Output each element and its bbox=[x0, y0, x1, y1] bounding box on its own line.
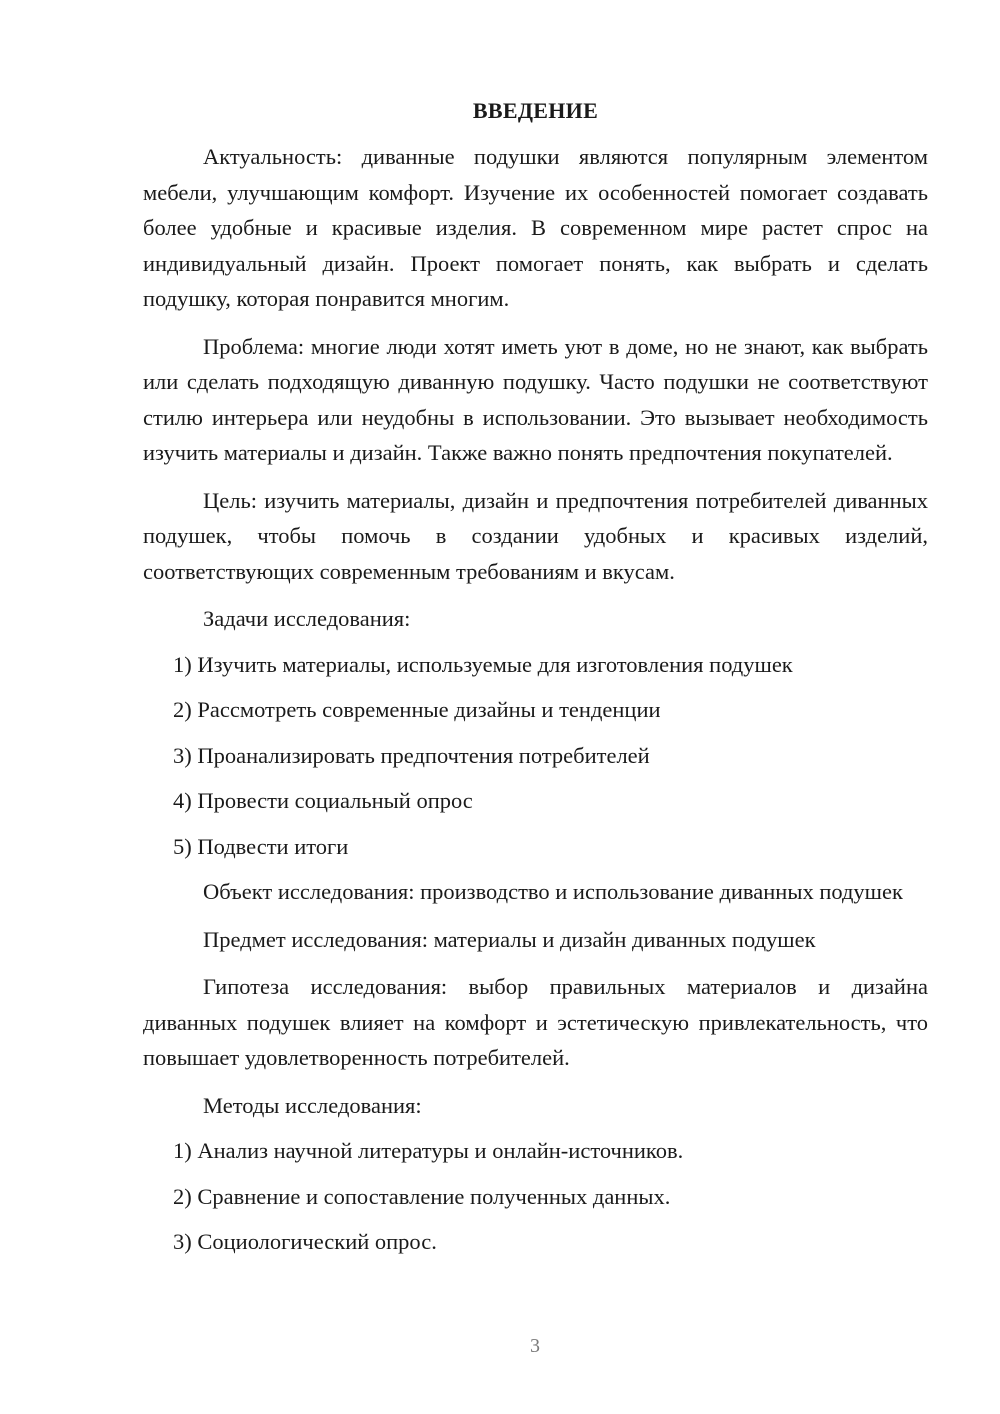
paragraph-subject: Предмет исследования: материалы и дизайн диванных подушек bbox=[203, 926, 816, 952]
methods-list bbox=[143, 1133, 928, 1260]
page-number: 3 bbox=[530, 1335, 540, 1357]
page-title: ВВЕДЕНИЕ bbox=[472, 98, 599, 123]
list-item: 3) Социологический опрос. bbox=[173, 1229, 437, 1254]
paragraph-hypothesis: Гипотеза исследования: выбор правильных материалов и дизайна диванных подушек влияет на комфорт и эстетическую привлекательность, что повышает удовлетворенность потребителей. bbox=[143, 974, 928, 1070]
tasks-heading: Задачи исследования: bbox=[203, 606, 411, 631]
paragraph-relevance: Актуальность: диванные подушки являются популярным элементом мебели, улучшающим комфорт. Изучение их особенностей помогает создавать более удобные и красивые изделия. В современном мире растет спрос на индивидуальный дизайн. Проект помогает понять, как выбрать и сделать подушку, которая понравится многим. bbox=[143, 144, 928, 311]
list-item: 4) Провести социальный опрос bbox=[173, 788, 473, 813]
methods-heading: Методы исследования: bbox=[203, 1092, 422, 1118]
list-item: 2) Рассмотреть современные дизайны и тенденции bbox=[173, 697, 661, 722]
paragraph-goal: Цель: изучить материалы, дизайн и предпочтения потребителей диванных подушек, чтобы помочь в создании удобных и красивых изделий, соответствующих современным требованиям и вкусам. bbox=[143, 487, 928, 584]
list-item: 1) Анализ научной литературы и онлайн-источников. bbox=[173, 1138, 684, 1163]
list-item: 3) Проанализировать предпочтения потребителей bbox=[173, 742, 650, 768]
list-item: 5) Подвести итоги bbox=[173, 833, 349, 859]
paragraph-object: Объект исследования: производство и использование диванных подушек bbox=[203, 879, 903, 904]
paragraph-problem: Проблема: многие люди хотят иметь уют в доме, но не знают, как выбрать или сделать подходящую диванную подушку. Часто подушки не соответствуют стилю интерьера или неудобны в использовании. Это вызывает необходимость изучить материалы и дизайн. Также важно понять предпочтения покупателей. bbox=[143, 333, 928, 465]
list-item: 2) Сравнение и сопоставление полученных данных. bbox=[173, 1183, 671, 1209]
page-content bbox=[143, 96, 928, 1270]
tasks-list bbox=[143, 647, 928, 865]
list-item: 1) Изучить материалы, используемые для изготовления подушек bbox=[173, 651, 793, 677]
